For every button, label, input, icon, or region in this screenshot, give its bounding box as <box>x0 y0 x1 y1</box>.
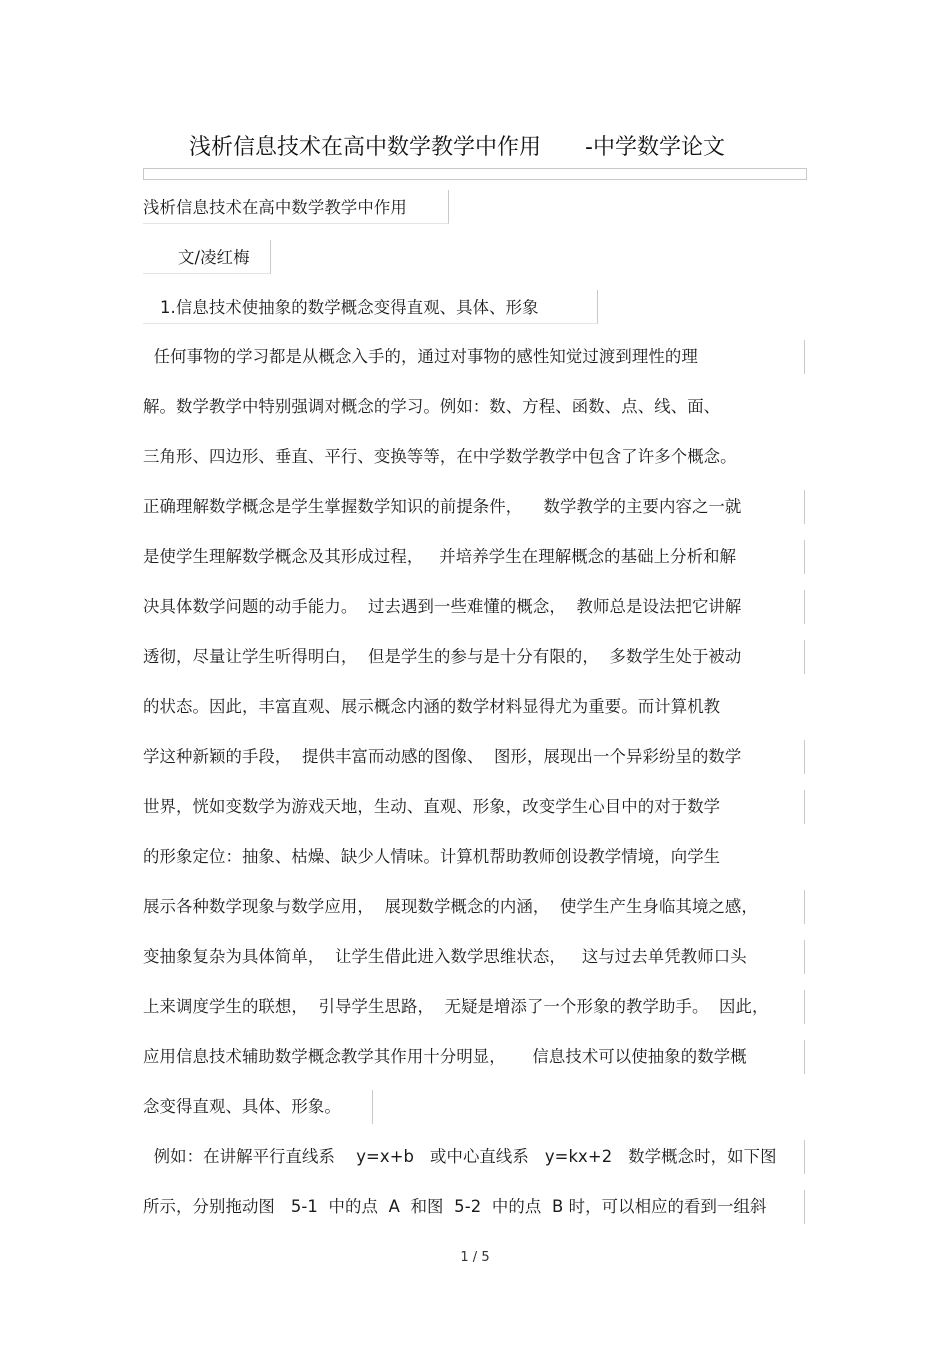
row-box-edge <box>804 990 805 1024</box>
body-line: 上来调度学生的联想， 引导学生思路， 无疑是增添了一个形象的教学助手。 因此， <box>143 997 769 1016</box>
body-line: 任何事物的学习都是从概念入手的，通过对事物的感性知觉过渡到理性的理 <box>143 347 698 366</box>
body-line: 的形象定位：抽象、枯燥、缺少人情味。计算机帮助教师创设教学情境，向学生 <box>143 847 721 866</box>
body-line: 的状态。因此，丰富直观、展示概念内涵的数学材料显得尤为重要。而计算机教 <box>143 697 721 716</box>
row-box-edge <box>804 540 805 574</box>
row-box-edge <box>804 490 805 524</box>
body-line: 变抽象复杂为具体简单， 让学生借此进入数学思维状态， 这与过去单凭教师口头 <box>143 947 747 966</box>
row-box-edge <box>804 340 805 374</box>
body-line: 应用信息技术辅助数学概念教学其作用十分明显， 信息技术可以使抽象的数学概 <box>143 1047 747 1066</box>
body-line: 展示各种数学现象与数学应用， 展现数学概念的内涵， 使学生产生身临其境之感， <box>143 897 758 916</box>
body-line: 例如：在讲解平行直线系 y=x+b 或中心直线系 y=kx+2 数学概念时，如下图 <box>143 1147 777 1166</box>
body-line: 决具体数学问题的动手能力。 过去遇到一些难懂的概念， 教师总是设法把它讲解 <box>143 597 742 616</box>
row-box-edge <box>804 940 805 974</box>
row-box-edge <box>804 1040 805 1074</box>
body-line: 世界，恍如变数学为游戏天地，生动、直观、形象，改变学生心目中的对于数学 <box>143 797 721 816</box>
title-suffix: -中学数学论文 <box>585 135 725 160</box>
body-line: 正确理解数学概念是学生掌握数学知识的前提条件， 数学教学的主要内容之一就 <box>143 497 742 516</box>
body-line: 念变得直观、具体、形象。 <box>143 1097 341 1116</box>
row-box-edge <box>804 890 805 924</box>
row-box-edge <box>804 790 805 824</box>
title-divider <box>143 168 807 180</box>
section-heading: 1.信息技术使抽象的数学概念变得直观、具体、形象 <box>160 298 539 317</box>
body-line: 所示，分别拖动图 5-1 中的点 A 和图 5-2 中的点 B 时，可以相应的看到一组斜 <box>143 1197 767 1216</box>
body-line: 三角形、四边形、垂直、平行、变换等等，在中学数学教学中包含了许多个概念。 <box>143 447 737 466</box>
row-box-edge <box>804 1190 805 1224</box>
document-title <box>189 131 809 165</box>
subtitle: 浅析信息技术在高中数学教学中作用 <box>143 198 407 217</box>
row-box-edge <box>804 590 805 624</box>
row-box-edge <box>804 740 805 774</box>
body-line: 透彻，尽量让学生听得明白， 但是学生的参与是十分有限的， 多数学生处于被动 <box>143 647 742 666</box>
page-number: 1 / 5 <box>460 1250 490 1265</box>
row-box-edge <box>372 1090 373 1124</box>
body-line: 解。数学教学中特别强调对概念的学习。例如：数、方程、函数、点、线、面、 <box>143 397 721 416</box>
row-box-edge <box>804 640 805 674</box>
row-box-edge <box>804 1140 805 1174</box>
body-line: 学这种新颖的手段， 提供丰富而动感的图像、 图形，展现出一个异彩纷呈的数学 <box>143 747 742 766</box>
title-main: 浅析信息技术在高中数学教学中作用 <box>189 135 542 160</box>
author: 文/凌红梅 <box>178 248 250 267</box>
body-line: 是使学生理解数学概念及其形成过程， 并培养学生在理解概念的基础上分析和解 <box>143 547 737 566</box>
